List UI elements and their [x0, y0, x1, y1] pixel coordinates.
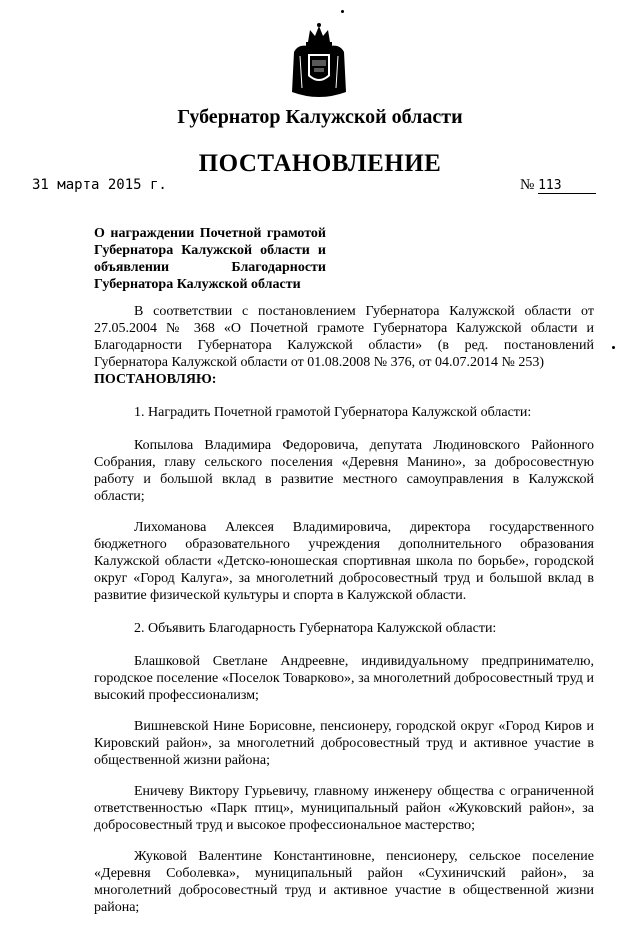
document-type: ПОСТАНОВЛЕНИЕ — [198, 150, 442, 177]
section-heading: 1. Наградить Почетной грамотой Губернатора Калужской области: — [134, 405, 532, 420]
list-item: Лихоманова Алексея Владимировича, директора государственного бюджетного образовательного учреждения дополнительного образования Калужской области «Детско-юношеская спортивная школа по борьбе», городской округ «Город Калуга», за многолетний добросовестный труд и большой вклад в развитие физической культуры и спорта в Калужской области. — [94, 520, 594, 603]
document-body — [94, 303, 594, 930]
document-subject: О награждении Почетной грамотой Губернатора Калужской области и объявлении Благодарности Губернатора Калужской области — [94, 226, 326, 292]
organization-title: Губернатор Калужской области — [177, 106, 463, 128]
list-item: Еничеву Виктору Гурьевичу, главному инженеру общества с ограниченной ответственностью «Парк птиц», муниципальный район «Жуковский район», за добросовестный труд и высокое профессиональное мастерство; — [94, 784, 594, 833]
coat-of-arms-icon — [288, 22, 350, 100]
list-item: Жуковой Валентине Константиновне, пенсионеру, сельское поселение «Деревня Соболевка», муниципальный район «Сухиничский район», за многолетний добросовестный труд и активное участие в общественной жизни района; — [94, 849, 594, 915]
list-item: Блашковой Светлане Андреевне, индивидуальному предпринимателю, городское поселение «Поселок Товарково», за многолетний добросовестный труд и высокий профессионализм; — [94, 654, 594, 703]
document-number — [520, 177, 596, 194]
preamble: В соответствии с постановлением Губернатора Калужской области от 27.05.2004 № 368 «О Почетной грамоте Губернатора Калужской области и Благодарности Губернатора Калужской области» (в ред. постановлений Губернатора Калужской области от 01.08.2008 № 376, от 04.07.2014 № 253) — [94, 304, 594, 370]
scan-speck — [341, 10, 344, 13]
section-heading: 2. Объявить Благодарность Губернатора Калужской области: — [134, 621, 497, 636]
number-label: № — [520, 177, 535, 193]
document-date: 31 марта 2015 г. — [32, 177, 167, 193]
number-value: 113 — [538, 178, 596, 194]
list-item: Копылова Владимира Федоровича, депутата Людиновского Районного Собрания, главу сельского поселения «Деревня Манино», за добросовестную работу и большой вклад в развитие местного самоуправления в Калужской области; — [94, 438, 594, 504]
list-item: Вишневской Нине Борисовне, пенсионеру, городской округ «Город Киров и Кировский район», за многолетний добросовестный труд и активное участие в общественной жизни района; — [94, 719, 594, 768]
scan-speck — [612, 346, 615, 349]
decree-word: ПОСТАНОВЛЯЮ: — [94, 372, 217, 387]
